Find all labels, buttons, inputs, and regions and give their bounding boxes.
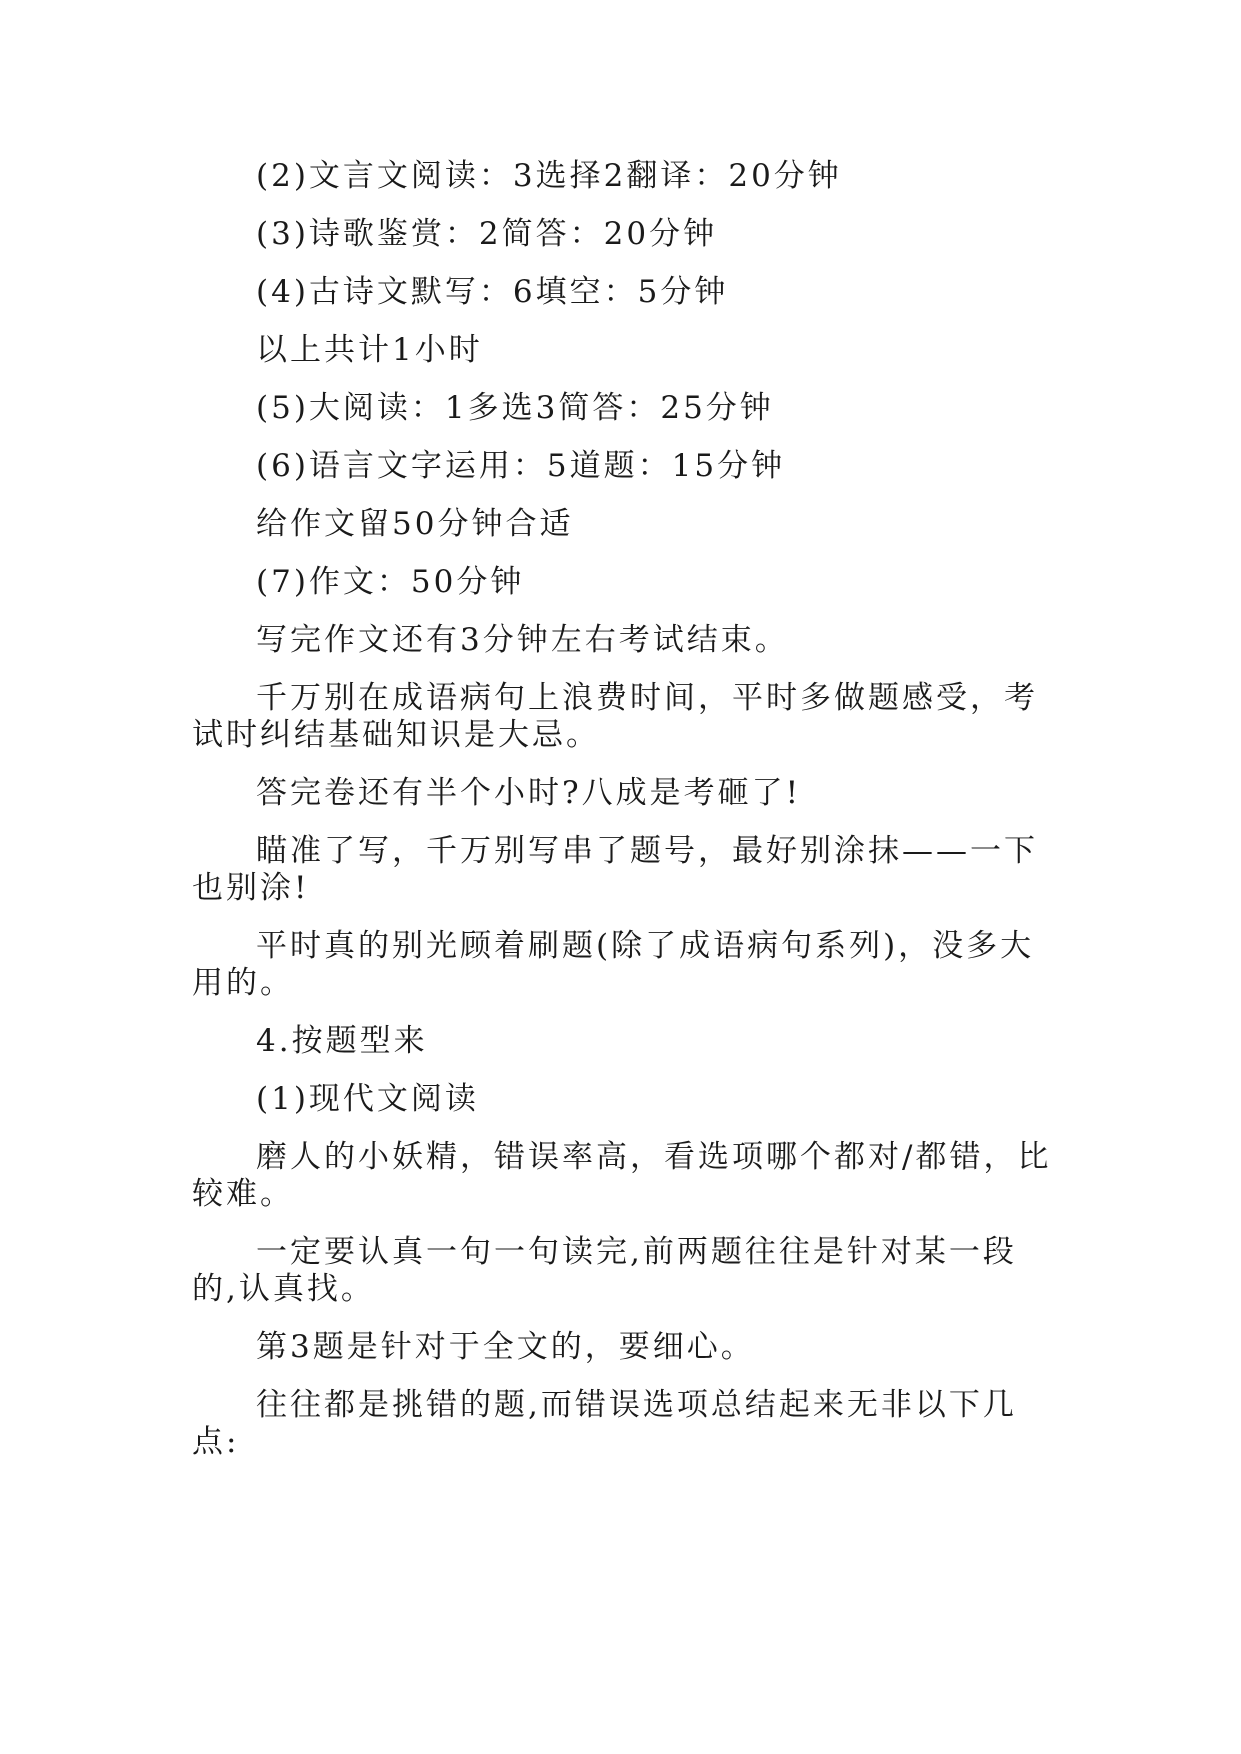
section-heading-by-question-type: 4.按题型来 [256,1023,428,1059]
paragraph-half-hour-left: 答完卷还有半个小时?八成是考砸了! [256,775,802,811]
paragraph-classical-reading: (2)文言文阅读：3选择2翻译：20分钟 [256,158,842,194]
paragraph-third-question: 第3题是针对于全文的，要细心。 [256,1329,755,1365]
paragraph-poetry-dictation: (4)古诗文默写：6填空：5分钟 [256,274,729,310]
paragraph-aim-writing: 瞄准了写，千万别写串了题号，最好别涂抹——一下也别涂! [192,833,1038,906]
paragraph-poetry-appreciation: (3)诗歌鉴赏：2简答：20分钟 [256,216,718,252]
paragraph-read-carefully: 一定要认真一句一句读完,前两题往往是针对某一段的,认真找。 [192,1234,1017,1307]
paragraph-exam-end: 写完作文还有3分钟左右考试结束。 [256,622,789,658]
paragraph-long-reading: (5)大阅读：1多选3简答：25分钟 [256,390,774,426]
paragraph-wrong-options: 往往都是挑错的题,而错误选项总结起来无非以下几点: [192,1387,1017,1460]
paragraph-idiom-advice: 千万别在成语病句上浪费时间，平时多做题感受，考试时纠结基础知识是大忌。 [192,680,1038,753]
paragraph-essay-time-note: 给作文留50分钟合适 [256,506,574,542]
paragraph-language-use: (6)语言文字运用：5道题：15分钟 [256,448,786,484]
paragraph-modern-reading-difficulty: 磨人的小妖精，错误率高，看选项哪个都对/都错，比较难。 [192,1139,1052,1212]
paragraph-essay: (7)作文：50分钟 [256,564,525,600]
paragraph-subtotal: 以上共计1小时 [256,332,483,368]
paragraph-practice-advice: 平时真的别光顾着刷题(除了成语病句系列)，没多大用的。 [192,928,1035,1001]
document-body [192,158,1052,1482]
subsection-heading-modern-reading: (1)现代文阅读 [256,1081,479,1117]
